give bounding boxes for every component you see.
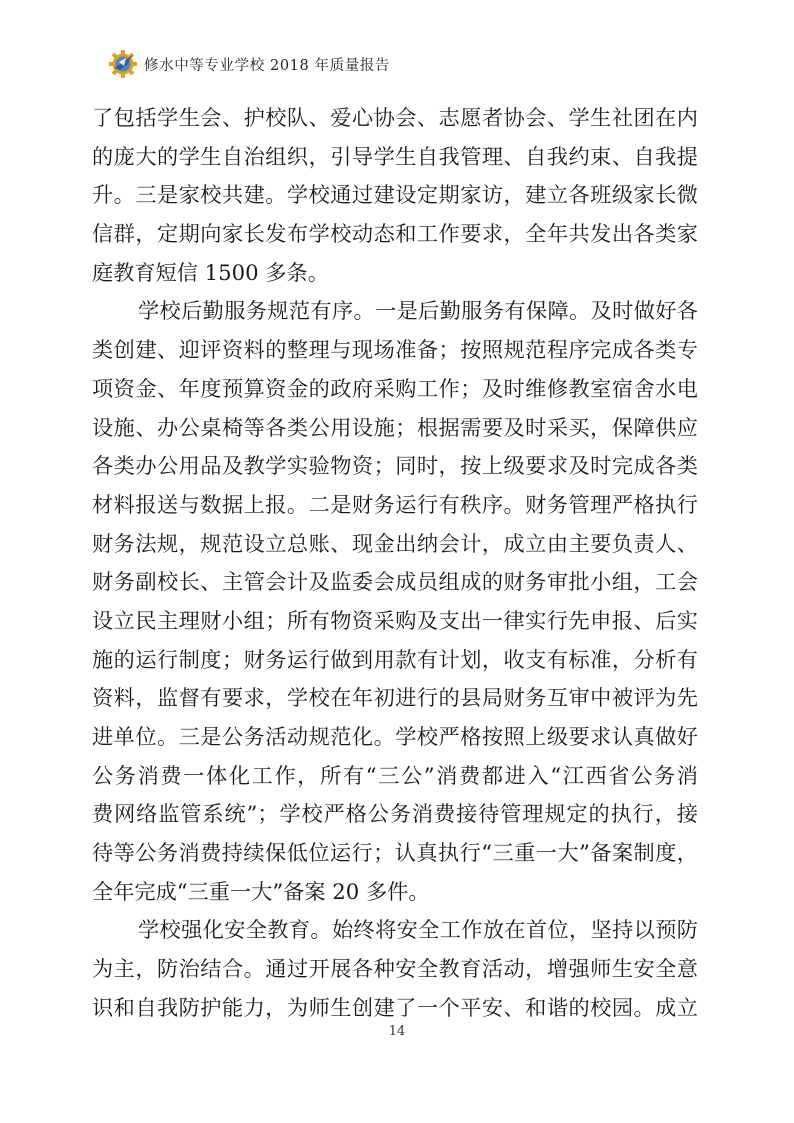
text-line: 资料，监督有要求，学校在年初进行的县局财务互审中被评为先 (92, 685, 698, 711)
page-header (108, 44, 390, 84)
text-line: 信群，定期向家长发布学校动态和工作要求，全年共发出各类家 (92, 221, 698, 247)
text-line: 设施、办公桌椅等各类公用设施；根据需要及时采买，保障供应 (92, 414, 698, 440)
school-emblem-icon (108, 49, 138, 79)
text-line: 各类办公用品及教学实验物资；同时，按上级要求及时完成各类 (92, 453, 698, 479)
paragraph-logistics-services (92, 292, 698, 911)
report-body (92, 99, 698, 1028)
text-line: 了包括学生会、护校队、爱心协会、志愿者协会、学生社团在内 (92, 105, 698, 130)
text-line: 公务消费一体化工作，所有“三公”消费都进入“江西省公务消 (92, 762, 698, 788)
text-line: 项资金、年度预算资金的政府采购工作；及时维修教室宿舍水电 (92, 375, 698, 401)
text-line: 庭教育短信 1500 多条。 (92, 259, 329, 285)
text-line: 学校强化安全教育。始终将安全工作放在首位，坚持以预防 (138, 917, 698, 943)
paragraph-safety-education (92, 911, 698, 1027)
text-line: 材料报送与数据上报。二是财务运行有秩序。财务管理严格执行 (92, 491, 698, 517)
header-title: 修水中等专业学校 2018 年质量报告 (144, 57, 391, 74)
text-line: 全年完成“三重一大”备案 20 多件。 (92, 878, 430, 904)
text-line: 待等公务消费持续保低位运行；认真执行“三重一大”备案制度， (92, 840, 698, 866)
text-line: 财务法规，规范设立总账、现金出纳会计，成立由主要负责人、 (92, 530, 698, 556)
text-line: 费网络监管系统”；学校严格公务消费接待管理规定的执行，接 (92, 801, 698, 827)
text-line: 的庞大的学生自治组织，引导学生自我管理、自我约束、自我提 (92, 143, 698, 169)
text-line: 为主，防治结合。通过开展各种安全教育活动，增强师生安全意 (92, 956, 698, 982)
text-line: 施的运行制度；财务运行做到用款有计划，收支有标准，分析有 (92, 646, 698, 672)
text-line: 识和自我防护能力，为师生创建了一个平安、和谐的校园。成立 (92, 994, 698, 1020)
page-number: 14 (388, 1024, 406, 1039)
text-line: 进单位。三是公务活动规范化。学校严格按照上级要求认真做好 (92, 724, 698, 749)
text-line: 学校后勤服务规范有序。一是后勤服务有保障。及时做好各 (138, 298, 698, 324)
text-line: 类创建、迎评资料的整理与现场准备；按照规范程序完成各类专 (92, 337, 698, 363)
text-line: 升。三是家校共建。学校通过建设定期家访，建立各班级家长微 (92, 182, 698, 208)
paragraph-student-management (92, 99, 698, 292)
text-line: 财务副校长、主管会计及监委会成员组成的财务审批小组，工会 (92, 569, 698, 595)
text-line: 设立民主理财小组；所有物资采购及支出一律实行先申报、后实 (92, 607, 698, 633)
